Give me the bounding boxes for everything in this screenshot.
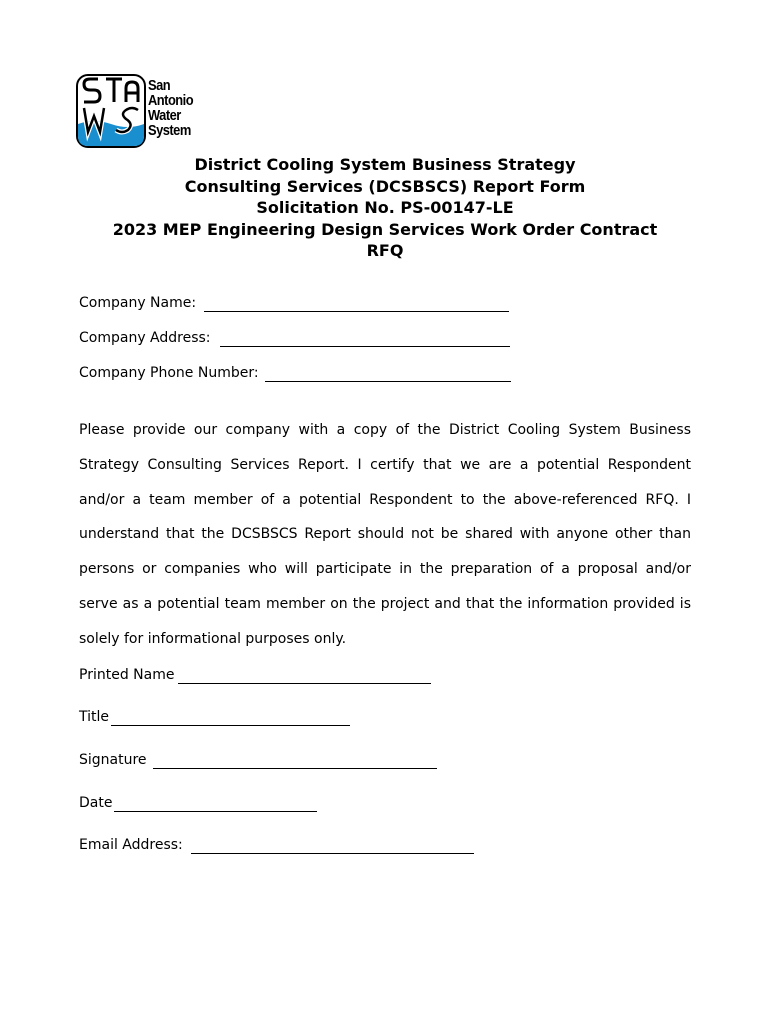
logo-line-1: San	[148, 77, 171, 94]
title-line-1: District Cooling System Business Strategy	[194, 155, 576, 174]
date-label: Date	[79, 795, 113, 811]
company-name-label: Company Name:	[79, 295, 197, 311]
title-field[interactable]	[111, 725, 350, 726]
title-line-2: Consulting Services (DCSBSCS) Report Form	[184, 176, 586, 196]
company-phone-field[interactable]	[265, 381, 511, 382]
document-title	[60, 154, 710, 262]
signature-field[interactable]	[153, 768, 437, 769]
saws-logo-mark	[76, 74, 146, 148]
company-phone-label: Company Phone Number:	[79, 365, 259, 381]
email-label: Email Address:	[79, 837, 183, 853]
date-field[interactable]	[114, 811, 317, 812]
company-name-field[interactable]	[204, 311, 509, 312]
title-label: Title	[79, 709, 110, 725]
saws-logo-text	[148, 78, 193, 138]
title-line-5: RFQ	[366, 241, 404, 260]
title-line-3: Solicitation No. PS-00147-LE	[256, 198, 514, 217]
certification-paragraph: Please provide our company with a copy of the District Cooling System Business Strategy Consulting Services Report. I certify that we are a potential Respondent and/or a team member of a potential Respondent to the above-referenced RFQ. I understand that the DCSBSCS Report should not be shared with anyone other than persons or companies who will participate in the preparation of a proposal and/or serve as a potential team member on the project and that the information provided is solely for informational purposes only.	[79, 422, 691, 647]
company-address-field[interactable]	[220, 346, 510, 347]
saws-logo	[76, 74, 206, 150]
printed-name-label: Printed Name	[79, 667, 175, 683]
logo-line-2: Antonio	[148, 92, 194, 109]
printed-name-field[interactable]	[178, 683, 431, 684]
logo-line-3: Water	[148, 107, 181, 124]
logo-line-4: System	[148, 122, 191, 139]
email-field[interactable]	[191, 853, 474, 854]
signature-label: Signature	[79, 752, 147, 768]
company-address-label: Company Address:	[79, 330, 211, 346]
title-line-4: 2023 MEP Engineering Design Services Work Order Contract	[112, 219, 658, 239]
